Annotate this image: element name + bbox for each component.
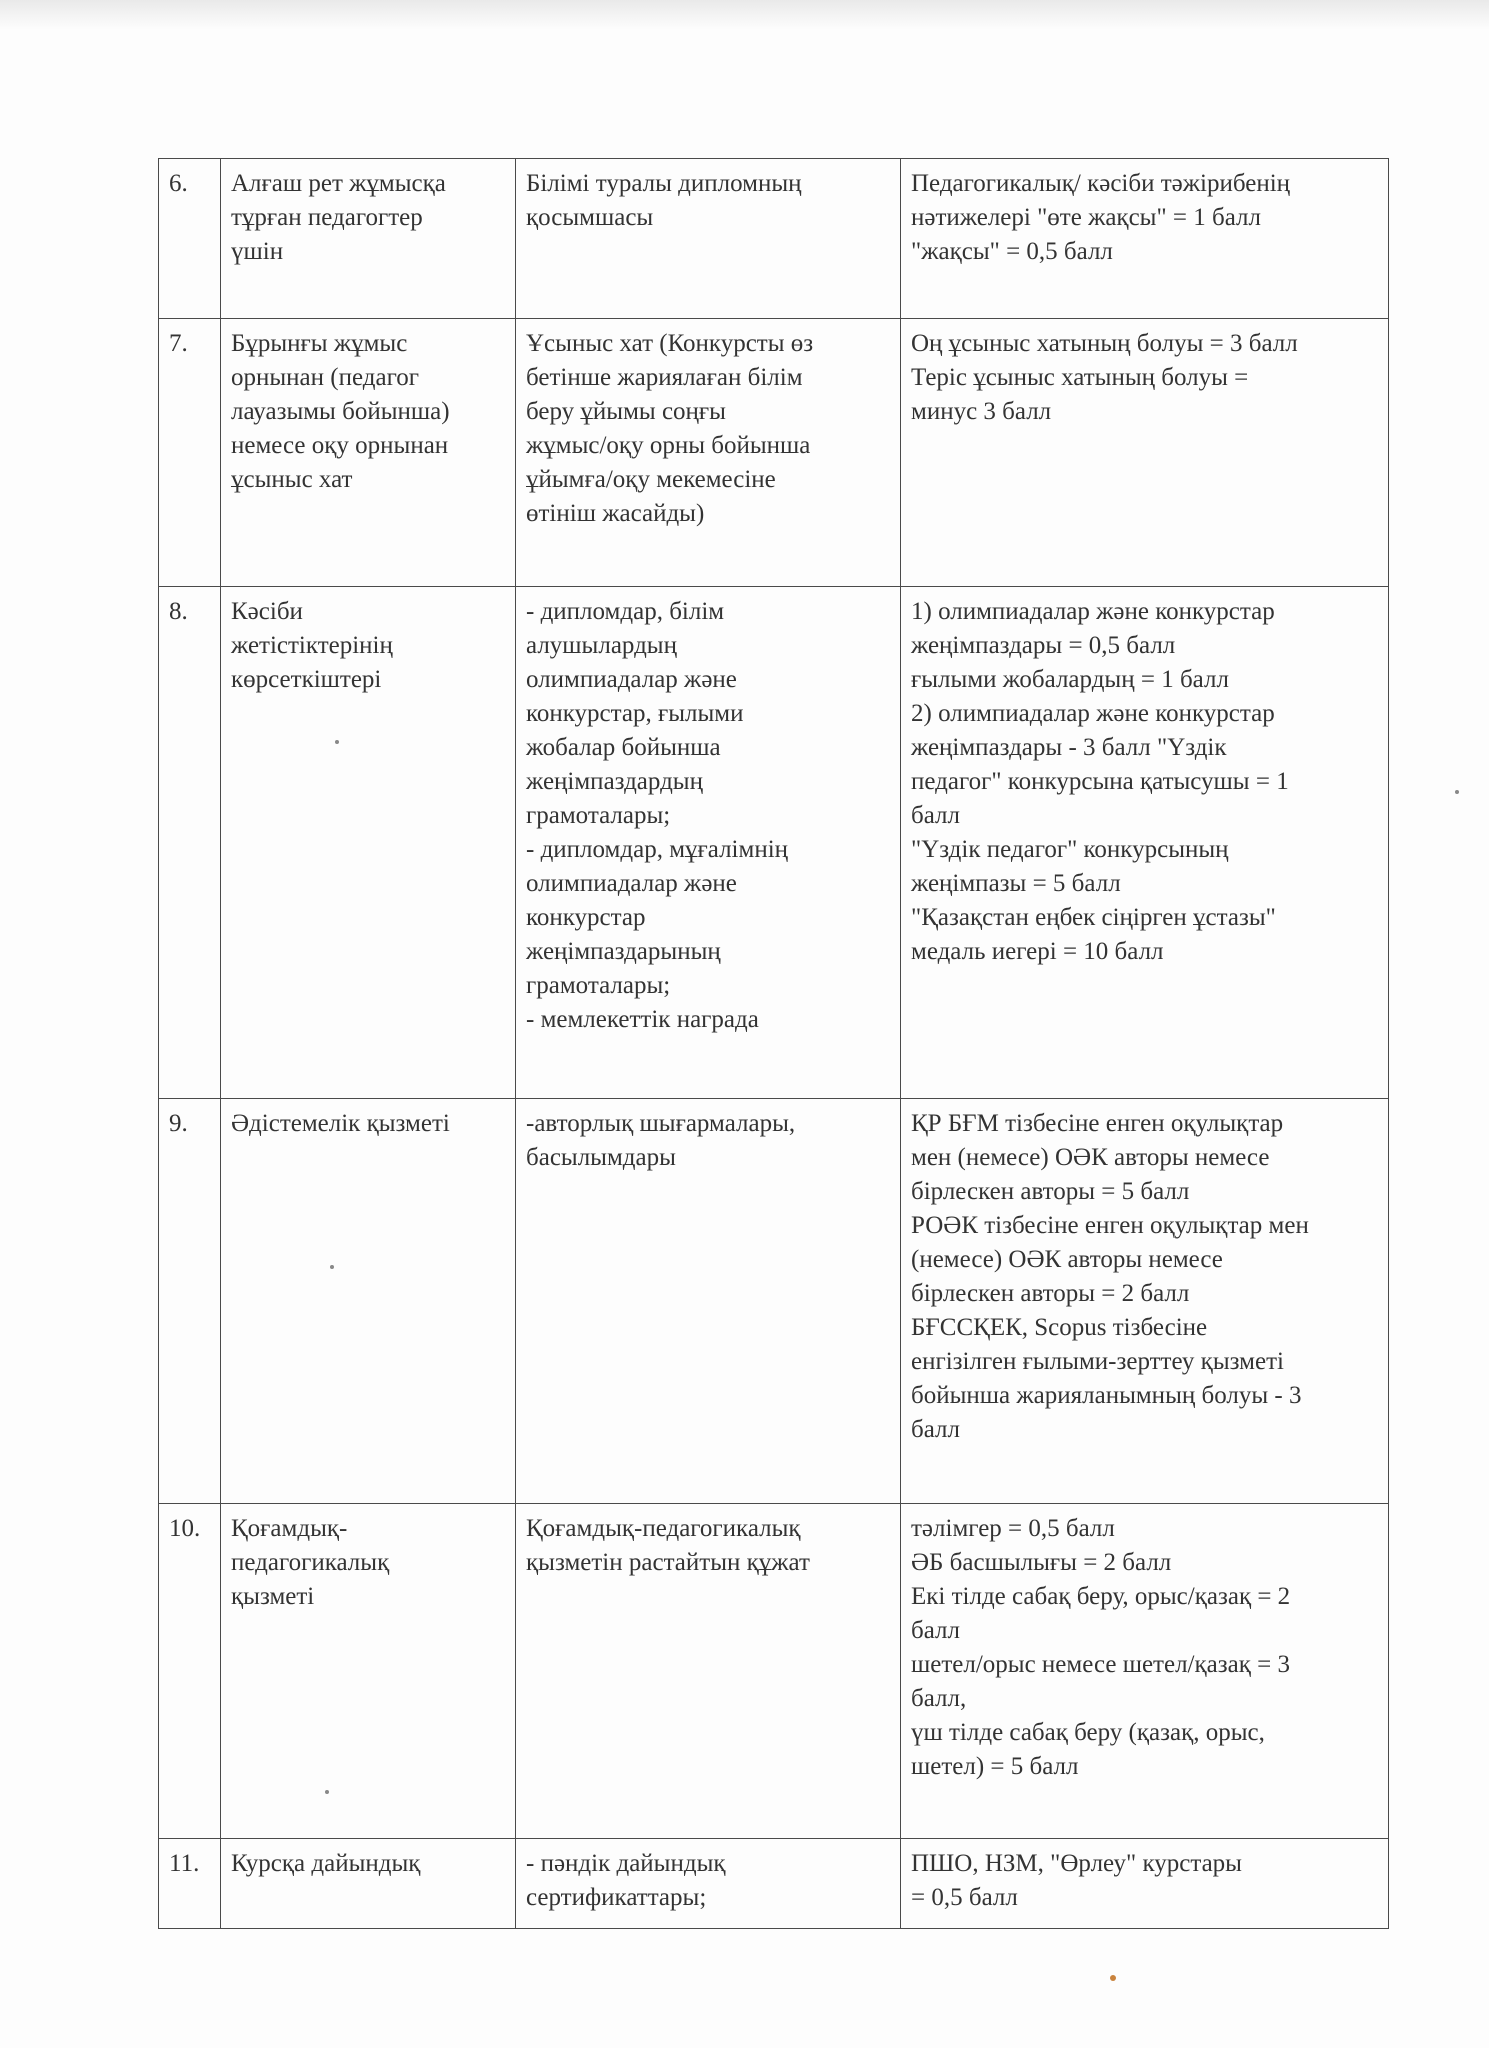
table-row xyxy=(159,159,1389,319)
scan-speck xyxy=(330,1265,334,1269)
score-cell: 1) олимпиадалар және конкурстар жеңімпаздары = 0,5 балл ғылыми жобалардың = 1 балл 2) олимпиадалар және конкурстар жеңімпаздары - 3 балл "Үздік педагог" конкурсына қатысушы = 1 балл "Үздік педагог" конкурсының жеңімпазы = 5 балл "Қазақстан еңбек сіңірген ұстазы" медаль иегері = 10 балл xyxy=(901,587,1389,1099)
criterion-cell: Алғаш рет жұмысқа тұрған педагогтер үшін xyxy=(221,159,516,319)
row-number: 6. xyxy=(159,159,221,319)
document-cell: Қоғамдық-педагогикалық қызметін растайтын құжат xyxy=(516,1504,901,1839)
criterion-cell: Бұрынғы жұмыс орнынан (педагог лауазымы бойынша) немесе оқу орнынан ұсыныс хат xyxy=(221,319,516,587)
table-row xyxy=(159,1839,1389,1929)
score-cell: ПШО, НЗМ, "Өрлеу" курстары = 0,5 балл xyxy=(901,1839,1389,1929)
row-number: 8. xyxy=(159,587,221,1099)
table-row xyxy=(159,319,1389,587)
criterion-cell: Әдістемелік қызметі xyxy=(221,1099,516,1504)
score-cell: ҚР БҒМ тізбесіне енген оқулықтар мен (немесе) ОӘК авторы немесе бірлескен авторы = 5 балл РОӘК тізбесіне енген оқулықтар мен (немесе) ОӘК авторы немесе бірлескен авторы = 2 балл БҒССҚЕК, Scopus тізбесіне енгізілген ғылыми-зерттеу қызметі бойынша жарияланымның болуы - 3 балл xyxy=(901,1099,1389,1504)
score-cell: Оң ұсыныс хатының болуы = 3 балл Теріс ұсыныс хатының болуы = минус 3 балл xyxy=(901,319,1389,587)
criteria-table xyxy=(158,158,1389,1929)
scan-speck xyxy=(1110,1975,1116,1981)
table-row xyxy=(159,1504,1389,1839)
row-number: 10. xyxy=(159,1504,221,1839)
row-number: 11. xyxy=(159,1839,221,1929)
row-number: 9. xyxy=(159,1099,221,1504)
document-cell: Білімі туралы дипломның қосымшасы xyxy=(516,159,901,319)
scan-speck xyxy=(335,740,339,744)
document-cell: - дипломдар, білім алушылардың олимпиадалар және конкурстар, ғылыми жобалар бойынша жеңімпаздардың грамоталары; - дипломдар, мұғалімнің олимпиадалар және конкурстар жеңімпаздарының грамоталары; - мемлекеттік награда xyxy=(516,587,901,1099)
score-cell: Педагогикалық/ кәсіби тәжірибенің нәтижелері "өте жақсы" = 1 балл "жақсы" = 0,5 балл xyxy=(901,159,1389,319)
table-row xyxy=(159,1099,1389,1504)
scan-speck xyxy=(1455,790,1459,794)
criteria-table-body xyxy=(159,159,1389,1929)
criterion-cell: Қоғамдық- педагогикалық қызметі xyxy=(221,1504,516,1839)
table-row xyxy=(159,587,1389,1099)
scan-speck xyxy=(325,1790,329,1794)
score-cell: тәлімгер = 0,5 балл ӘБ басшылығы = 2 балл Екі тілде сабақ беру, орыс/қазақ = 2 балл шетел/орыс немесе шетел/қазақ = 3 балл, үш тілде сабақ беру (қазақ, орыс, шетел) = 5 балл xyxy=(901,1504,1389,1839)
document-cell: - пәндік дайындық сертификаттары; xyxy=(516,1839,901,1929)
document-cell: Ұсыныс хат (Конкурсты өз бетінше жариялаған білім беру ұйымы соңғы жұмыс/оқу орны бойынша ұйымға/оқу мекемесіне өтініш жасайды) xyxy=(516,319,901,587)
row-number: 7. xyxy=(159,319,221,587)
criterion-cell: Курсқа дайындық xyxy=(221,1839,516,1929)
scan-edge-shadow xyxy=(0,0,1489,30)
criterion-cell: Кәсіби жетістіктерінің көрсеткіштері xyxy=(221,587,516,1099)
document-cell: -авторлық шығармалары, басылымдары xyxy=(516,1099,901,1504)
